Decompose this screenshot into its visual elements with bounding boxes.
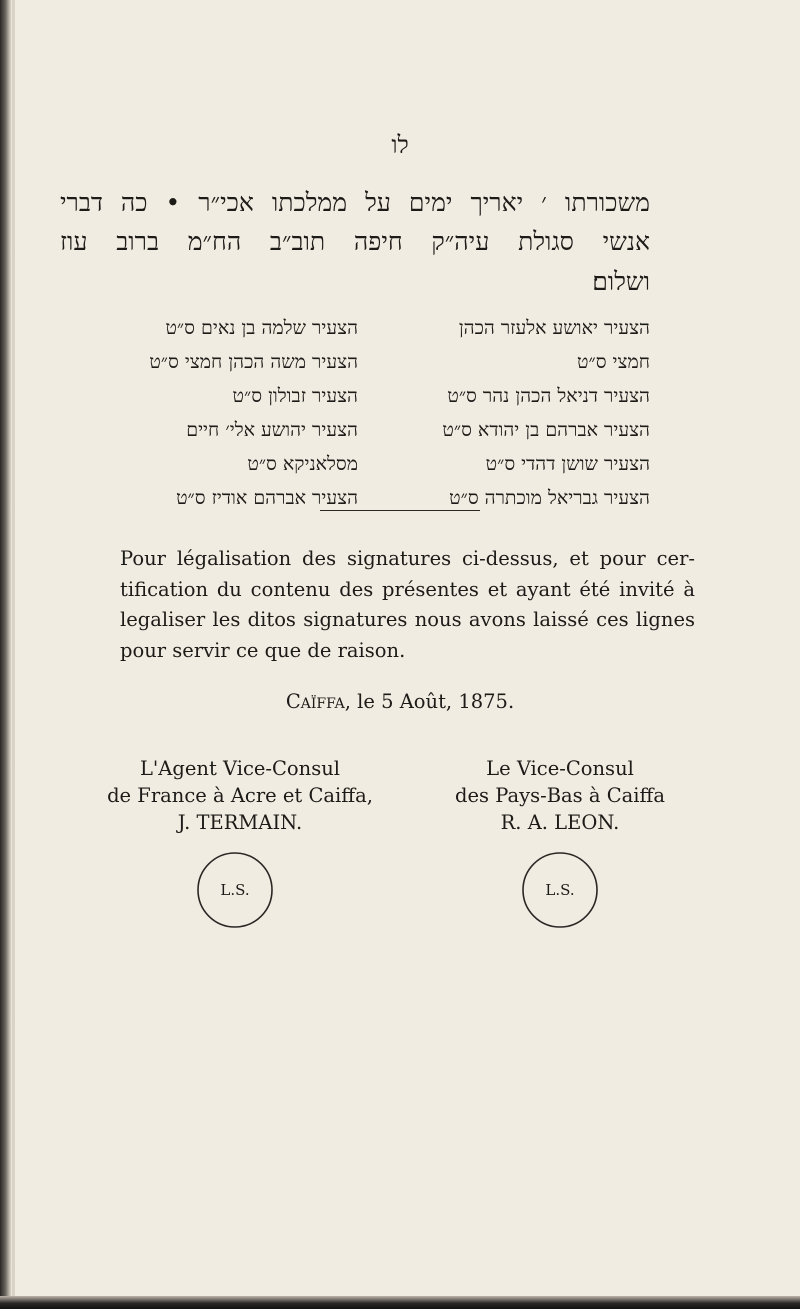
legalisation-paragraph	[120, 544, 695, 666]
signatories-right-column	[360, 311, 650, 515]
date-text: , le 5 Août, 1875.	[344, 690, 515, 713]
paragraph-line: legaliser les ditos signatures nous avons laissé ces lignes	[120, 608, 695, 631]
heading-line-3: ושלום׃	[592, 267, 650, 296]
signature-block-dutch-consul	[400, 755, 720, 836]
signatory: הצעיר יאושע אלעזר הכהן	[458, 317, 650, 339]
signatory: מסלאניקא ס״ט	[247, 453, 358, 475]
place-name: Caïffa	[285, 690, 345, 713]
paragraph-line: Pour légalisation des signatures ci-dessus, et pour cer-	[120, 547, 695, 570]
signatory: הצעיר דניאל הכהן נהר ס״ט	[447, 385, 650, 407]
signatory: הצעיר זבולון ס״ט	[232, 385, 358, 407]
signatory: הצעיר גבריאל מוכתרה ס״ט	[449, 487, 650, 509]
page-gutter	[12, 0, 15, 1309]
signer-name: J. TERMAIN.	[177, 811, 303, 834]
section-divider	[320, 510, 480, 511]
signatory: הצעיר שלמה בן נאים ס״ט	[165, 317, 358, 339]
paragraph-line: pour servir ce que de raison.	[120, 638, 406, 662]
place-date-line	[0, 687, 800, 717]
signatory: הצעיר אברהם בן יהודא ס״ט	[442, 419, 650, 441]
seal-label: L.S.	[220, 881, 250, 899]
signer-name: R. A. LEON.	[500, 811, 620, 834]
seal-left	[195, 850, 275, 930]
heading-line-2: אנשי סגולת עיה״ק חיפה תוב״ב הח״מ ברוב עוז	[60, 227, 650, 256]
seal-label: L.S.	[545, 881, 575, 899]
signatory: הצעיר שושן דהדי ס״ט	[485, 453, 650, 475]
signer-office: des Pays-Bas à Caiffa	[455, 784, 665, 807]
signatory: חמצי ס״ט	[577, 351, 650, 373]
signer-office: de France à Acre et Caiffa,	[107, 784, 373, 807]
book-binding-edge	[0, 0, 12, 1309]
signatory: הצעיר משה הכהן חמצי ס״ט	[149, 351, 358, 373]
signer-title: Le Vice-Consul	[486, 757, 634, 780]
heading-line-1: משכורתו ׳ יאריך ימים על ממלכתו אכי״ר • כה דברי	[60, 188, 650, 217]
page-number: לו	[391, 131, 409, 159]
paragraph-line: tification du contenu des présentes et ayant été invité à	[120, 577, 695, 601]
signatories-left-column	[68, 311, 358, 515]
signatory: הצעיר יהושע אלי׳ חיים	[186, 419, 358, 441]
signatory: הצעיר אברהם אודיז ס״ט	[176, 487, 358, 509]
seal-right	[520, 850, 600, 930]
signature-block-french-agent	[80, 755, 400, 836]
signer-title: L'Agent Vice-Consul	[139, 757, 341, 780]
scan-bottom-edge	[0, 1296, 800, 1309]
